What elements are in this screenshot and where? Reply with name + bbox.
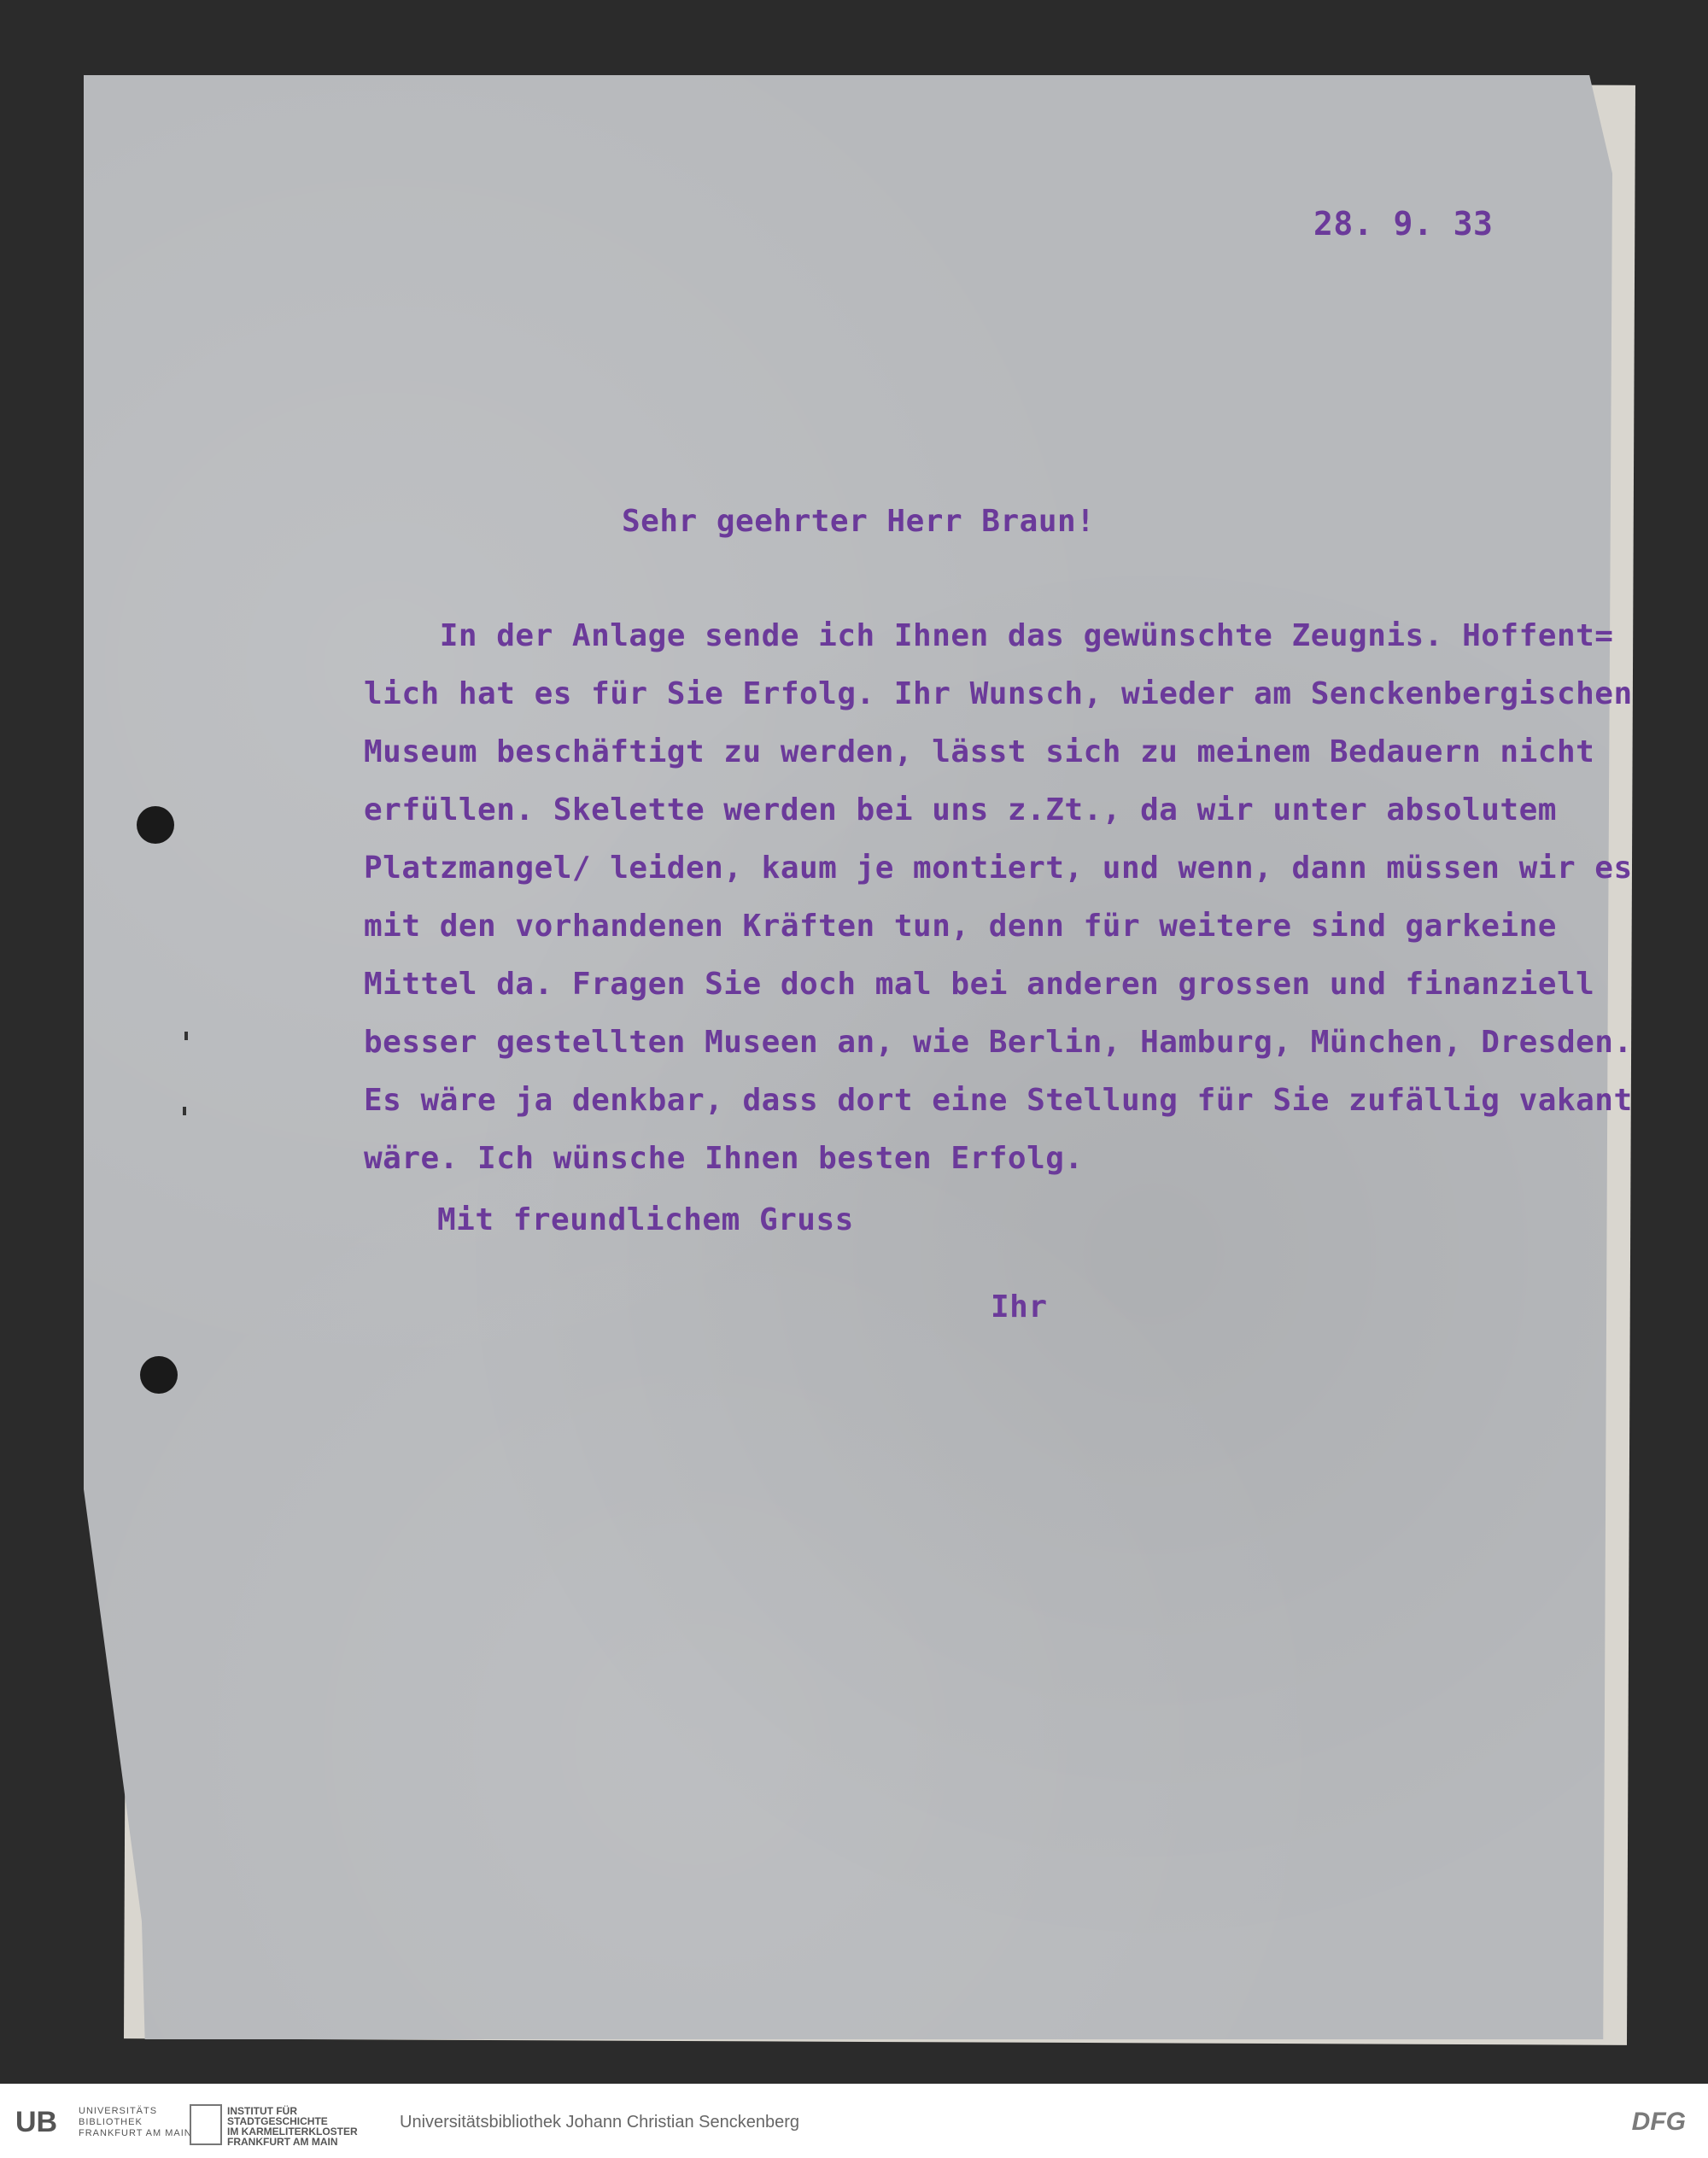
body-line: Mittel da. Fragen Sie doch mal bei anderen grossen und finanziell <box>364 967 1595 1002</box>
punch-hole-bottom <box>140 1356 178 1394</box>
ub-logo: UB <box>15 2106 58 2138</box>
paper-mark <box>183 1107 186 1115</box>
body-line: In der Anlage sende ich Ihnen das gewünschte Zeugnis. Hoffent= <box>364 618 1614 653</box>
ub-logo-line: UNIVERSITÄTS <box>79 2106 158 2116</box>
isg-logo-line: STADTGESCHICHTE <box>227 2115 328 2127</box>
isg-logo-line: INSTITUT FÜR <box>227 2105 297 2117</box>
letter-date: 28. 9. 33 <box>1313 205 1494 243</box>
body-line: Platzmangel/ leiden, kaum je montiert, und wenn, dann müssen wir es <box>364 851 1633 886</box>
ub-logo-line: FRANKFURT AM MAIN <box>79 2128 192 2138</box>
body-line: mit den vorhandenen Kräften tun, denn für weitere sind garkeine <box>364 909 1557 944</box>
footer-caption: Universitätsbibliothek Johann Christian Senckenberg <box>400 2113 800 2132</box>
ub-logo-line: BIBLIOTHEK <box>79 2117 143 2127</box>
letter-signoff: Ihr <box>991 1290 1048 1325</box>
footer-bar <box>0 2091 1708 2158</box>
body-line: lich hat es für Sie Erfolg. Ihr Wunsch, wieder am Senckenbergischen <box>364 676 1633 711</box>
ub-logo-text <box>79 2106 192 2139</box>
body-line: Museum beschäftigt zu werden, lässt sich zu meinem Bedauern nicht <box>364 734 1595 769</box>
isg-logo-line: FRANKFURT AM MAIN <box>227 2136 338 2148</box>
body-line: besser gestellten Museen an, wie Berlin, Hamburg, München, Dresden. <box>364 1025 1633 1060</box>
isg-logo-line: IM KARMELITERKLOSTER <box>227 2126 358 2138</box>
body-line: wäre. Ich wünsche Ihnen besten Erfolg. <box>364 1141 1084 1176</box>
letter-closing: Mit freundlichem Gruss <box>437 1202 854 1237</box>
punch-hole-top <box>137 806 174 844</box>
isg-logo-text <box>227 2106 358 2147</box>
isg-logo <box>190 2104 222 2145</box>
letter-salutation: Sehr geehrter Herr Braun! <box>622 504 1096 539</box>
body-line: erfüllen. Skelette werden bei uns z.Zt., da wir unter absolutem <box>364 792 1557 828</box>
dfg-logo: DFG <box>1631 2108 1686 2136</box>
body-line: Es wäre ja denkbar, dass dort eine Stellung für Sie zufällig vakant <box>364 1083 1633 1118</box>
paper-mark <box>184 1032 188 1040</box>
